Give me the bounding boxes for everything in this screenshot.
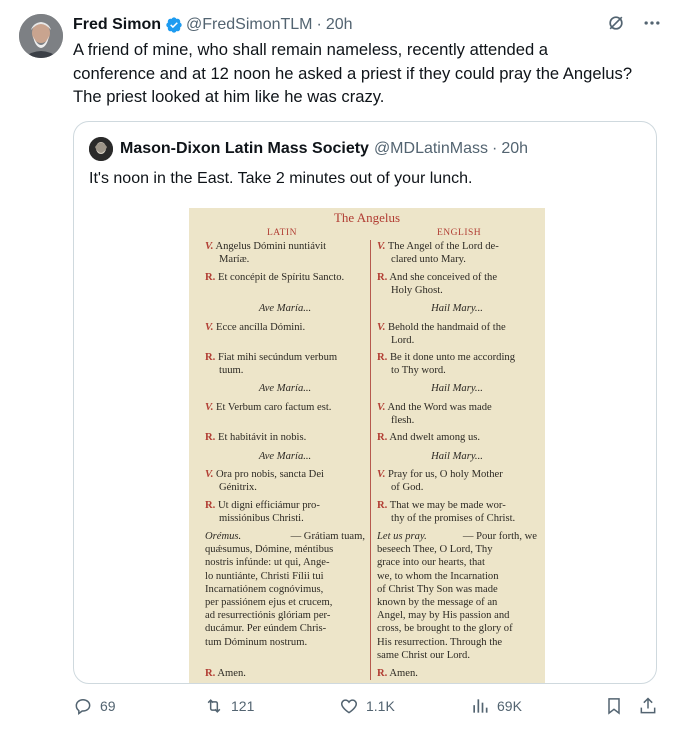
latin-versicle-2: V. Ecce ancílla Dómini. (205, 322, 306, 333)
latin-response-2-cont: tuum. (219, 365, 244, 376)
author-handle[interactable]: @FredSimonTLM (186, 16, 313, 33)
english-versicle-1-cont: clared unto Mary. (391, 254, 466, 265)
bookmark-icon (604, 696, 624, 716)
latin-response-2: R. Fiat mihi secúndum verbum (205, 352, 338, 363)
english-response-1: R. And she conceived of the (377, 272, 498, 283)
english-hail-1: Hail Mary... (431, 303, 483, 314)
english-response-4-cont: thy of the promises of Christ. (391, 513, 516, 524)
latin-response-1: R. Et concépit de Spíritu Sancto. (205, 272, 345, 283)
english-hail-3: Hail Mary... (431, 451, 483, 462)
separator-dot: · (316, 16, 322, 33)
english-versicle-4-cont: of God. (391, 482, 424, 493)
english-versicle-4: V. Pray for us, O holy Mother (377, 469, 503, 480)
english-hail-2: Hail Mary... (431, 383, 483, 394)
share-button[interactable] (638, 696, 658, 716)
latin-response-4-cont: missiónibus Christi. (219, 513, 304, 524)
quote-text: It's noon in the East. Take 2 minutes out of your lunch. (89, 170, 473, 187)
reply-icon (73, 696, 93, 716)
quote-header (89, 137, 528, 161)
separator-dot: · (491, 140, 498, 157)
tweet-header (73, 14, 662, 36)
views-count: 69K (497, 698, 522, 714)
author-avatar[interactable] (19, 14, 63, 58)
bookmark-button[interactable] (604, 696, 624, 716)
verified-badge-icon[interactable] (165, 16, 183, 34)
quoted-tweet[interactable] (73, 121, 657, 684)
english-response-2-cont: to Thy word. (391, 365, 446, 376)
angelus-prayer-image[interactable] (189, 208, 545, 684)
english-versicle-2-cont: Lord. (391, 335, 415, 346)
latin-ave-2: Ave María... (258, 383, 312, 394)
image-title: The Angelus (333, 210, 401, 225)
repost-button[interactable] (204, 696, 254, 716)
latin-prayer: Orémus. — Grátiam tuam, quǽsumus, Dómine, méntibus nostris infúnde: ut qui, Ange- lo nuntiánte, Christi Fílii tui Incarnatiónem cognóvimus, per passiónem ejus et crucem, ad resurrectiónis glóriam per- ducámur. Per eúndem Chris- tum Dóminum nostrum. (205, 531, 365, 648)
english-versicle-2: V. Behold the handmaid of the (377, 322, 506, 333)
latin-amen: R. Amen. (205, 668, 246, 679)
latin-ave-3: Ave María... (258, 451, 312, 462)
english-response-4: R. That we may be made wor- (377, 500, 506, 511)
latin-versicle-4: V. Ora pro nobis, sancta Dei (205, 469, 324, 480)
repost-count: 121 (231, 698, 255, 714)
column-divider (370, 240, 371, 680)
latin-versicle-3: V. Et Verbum caro factum est. (205, 402, 332, 413)
reply-button[interactable] (73, 696, 116, 716)
tweet-text: A friend of mine, who shall remain nameless, recently attended a conference and at 12 noon he asked a priest if they could pray the Angelus? The priest looked at him like he was crazy. (73, 40, 633, 107)
views-chart-icon (470, 696, 490, 716)
repost-icon (204, 696, 224, 716)
latin-response-4: R. Ut digni efficiámur pro- (205, 500, 320, 511)
quote-author-handle: @MDLatinMass (373, 140, 488, 157)
english-amen: R. Amen. (377, 668, 418, 679)
quote-author-avatar (89, 137, 113, 161)
quote-author-name: Mason-Dixon Latin Mass Society (120, 140, 369, 157)
latin-column-heading: LATIN (267, 228, 297, 238)
english-response-2: R. Be it done unto me according (377, 352, 515, 363)
heart-icon (339, 696, 359, 716)
latin-versicle-1: V. Angelus Dómini nuntiávit (205, 241, 327, 252)
english-prayer: Let us pray. — Pour forth, we beseech Thee, O Lord, Thy grace into our hearts, that we, to whom the Incarnation of Christ Thy Son was made known by the message of an Angel, may by His passion and cross, be brought to the glory of His resurrection. Through the same Christ our Lord. (377, 531, 537, 661)
tweet-time[interactable]: 20h (325, 16, 353, 33)
latin-versicle-4-cont: Génitrix. (219, 482, 257, 493)
like-count: 1.1K (366, 698, 395, 714)
english-response-3: R. And dwelt among us. (377, 432, 481, 443)
views-button[interactable] (470, 696, 522, 716)
reply-count: 69 (100, 698, 116, 714)
english-versicle-1: V. The Angel of the Lord de- (377, 241, 499, 252)
english-versicle-3-cont: flesh. (391, 415, 415, 426)
english-column-heading: ENGLISH (437, 228, 482, 238)
quote-time: 20h (501, 140, 529, 157)
latin-response-3: R. Et habitávit in nobis. (205, 432, 307, 443)
tweet-actions (0, 696, 676, 722)
latin-ave-1: Ave María... (258, 303, 312, 314)
grok-icon[interactable] (606, 13, 626, 38)
latin-versicle-1-cont: Maríæ. (219, 254, 250, 265)
author-name[interactable]: Fred Simon (73, 16, 162, 33)
like-button[interactable] (339, 696, 395, 716)
share-icon (638, 696, 658, 716)
more-options-icon[interactable] (642, 13, 662, 38)
english-versicle-3: V. And the Word was made (377, 402, 492, 413)
english-response-1-cont: Holy Ghost. (391, 285, 443, 296)
